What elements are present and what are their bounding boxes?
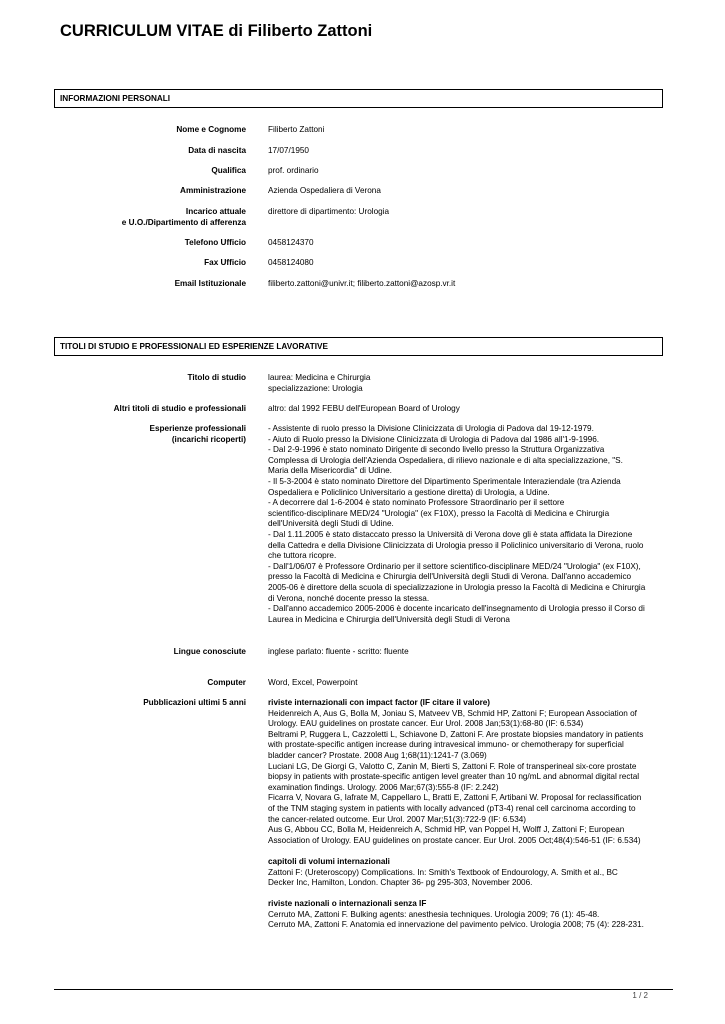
publications-heading-international-if: riviste internazionali con impact factor (IF citare il valore) bbox=[268, 698, 491, 707]
publications-list-chapters: Zattoni F: (Ureteroscopy) Complications. In: Smith's Textbook of Endourology, A. Smith et al., BC Decker Inc, Hamilton, London. Chapter 36- pg 295-303, November 2006. bbox=[268, 867, 618, 888]
field-value: inglese parlato: fluente - scritto: fluente bbox=[268, 647, 409, 656]
field-value: - Assistente di ruolo presso la Divisione Clinicizzata di Urologia di Padova dal 19-12-1979. - Aiuto di Ruolo presso la Divisione Clinicizzata di Urologia di Padova dal 1986 all'1-9-1996. - Dal 2-9-1996 è stato nominato Dirigente di secondo livello presso la Struttura Organizzativa Complessa di Urologia dell'Azienda Ospedaliera, di rilievo nazionale e di alta specializzazione, "S. Maria della Misericordia" di Udine. - Il 5-3-2004 è stato nominato Direttore del Dipartimento Sperimentale Interaziendale (tra Azienda Ospedaliera e Policlinico Universitario a gestione diretta) di Urologia, a Udine. - A decorrere dal 1-6-2004 è stato nominato Professore Straordinario per il settore scientifico-disciplinare MED/24 "Urologia" (ex F10X), presso la Facoltà di Medicina e Chirurgia dell'Università degli Studi di Udine. - Dal 1.11.2005 è stato distaccato presso la Università di Verona dove gli è stata affidata la Direzione della Cattedra e della Divisione Clinicizzata di Urologia presso il Policlinico universitario di Verona, ruolo che tuttora ricopre. - Dall'1/06/07 è Professore Ordinario per il settore scientifico-disciplinare MED/24 "Urologia" (ex F10X), presso la Facoltà di Medicina e Chirurgia dell'Università degli Studi di Verona. Dall'anno accademico 2005-06 è direttore della scuola di specializzazione in Urologia presso la Facoltà di Medicina e Chirurgia di Verona, nonché docente presso la stessa. - Dall'anno accademico 2005-2006 è docente incaricato dell'insegnamento di Urologia presso il Corso di Laurea in Medicina e Chirurgia dell'Università degli Studi di Verona bbox=[268, 424, 646, 624]
field-label: Titolo di studio bbox=[187, 373, 246, 382]
field-value: 0458124080 bbox=[268, 258, 314, 267]
section-heading-titles: TITOLI DI STUDIO E PROFESSIONALI ED ESPERIENZE LAVORATIVE bbox=[54, 337, 663, 356]
field-value: direttore di dipartimento: Urologia bbox=[268, 207, 390, 216]
publications-heading-chapters: capitoli di volumi internazionali bbox=[268, 856, 390, 866]
field-label: Telefono Ufficio bbox=[184, 238, 246, 247]
footer-divider bbox=[54, 989, 673, 990]
publications-list-no-if: Cerruto MA, Zattoni F. Bulking agents: anesthesia techniques. Urologia 2009; 76 (1): 45-48. Cerruto MA, Zattoni F. Anatomia ed innervazione del pavimento pelvico. Urologia 2008; 75 (4): 228-231. bbox=[268, 909, 644, 930]
field-label: Computer bbox=[207, 678, 246, 687]
publications-list-international-if: Heidenreich A, Aus G, Bolla M, Joniau S, Matveev VB, Schmid HP, Zattoni F; European Association of Urology. EAU guidelines on prostate cancer. Eur Urol. 2008 Jan;53(1):68-80 (IF: 6.534) Beltrami P, Ruggera L, Cazzoletti L, Schiavone D, Zattoni F. Are prostate biopsies mandatory in patients with prostate-specific antigen increase during intravesical immuno- or chemotherapy for superficial bladder cancer? Prostate. 2008 Aug 1;68(11):1241-7 (3.069) Luciani LG, De Giorgi G, Valotto C, Zanin M, Bierti S, Zattoni F. Role of transperineal six-core prostate biopsy in patients with prostate-specific antigen level greater than 10 ng/mL and abnormal digital rectal examination findings. Urology. 2006 Mar;67(3):555-8 (IF: 2.242) Ficarra V, Novara G, Iafrate M, Cappellaro L, Bratti E, Zattoni F, Artibani W. Proposal for reclassification of the TNM staging system in patients with locally advanced (pT3-4) renal cell carcinoma according to the cancer-related outcome. Eur Urol. 2007 Mar;51(3):722-9 (IF: 6.534) Aus G, Abbou CC, Bolla M, Heidenreich A, Schmid HP, van Poppel H, Wolff J, Zattoni F; European Association of Urology. EAU guidelines on prostate cancer. Eur Urol. 2005 Oct;48(4):546-51 (IF: 6.534) bbox=[268, 708, 644, 845]
field-value: 17/07/1950 bbox=[268, 146, 309, 155]
field-value: 0458124370 bbox=[268, 238, 314, 247]
field-label: Qualifica bbox=[211, 166, 246, 175]
field-label: Esperienze professionali (incarichi ricoperti) bbox=[149, 424, 246, 444]
field-label: Nome e Cognome bbox=[176, 125, 246, 134]
field-value: Word, Excel, Powerpoint bbox=[268, 678, 358, 687]
field-value: Filiberto Zattoni bbox=[268, 125, 325, 134]
section-heading-personal: INFORMAZIONI PERSONALI bbox=[54, 89, 663, 108]
page-number: 1 / 2 bbox=[632, 991, 648, 1000]
field-label: Amministrazione bbox=[180, 186, 246, 195]
field-label: Email Istituzionale bbox=[174, 279, 246, 288]
publications-block bbox=[268, 698, 663, 931]
field-label: Incarico attuale e U.O./Dipartimento di afferenza bbox=[121, 207, 246, 227]
field-label: Fax Ufficio bbox=[204, 258, 246, 267]
field-label: Altri titoli di studio e professionali bbox=[113, 404, 246, 413]
field-value: laurea: Medicina e Chirurgia specializzazione: Urologia bbox=[268, 373, 371, 393]
field-label: Data di nascita bbox=[188, 146, 246, 155]
field-value: filiberto.zattoni@univr.it; filiberto.zattoni@azosp.vr.it bbox=[268, 279, 456, 288]
field-value: Azienda Ospedaliera di Verona bbox=[268, 186, 381, 195]
publications-heading-no-if: riviste nazionali o internazionali senza IF bbox=[268, 899, 427, 909]
document-title: CURRICULUM VITAE di Filiberto Zattoni bbox=[60, 22, 373, 40]
field-value: altro: dal 1992 FEBU dell'European Board of Urology bbox=[268, 404, 460, 413]
field-label: Lingue conosciute bbox=[173, 647, 246, 656]
field-value: prof. ordinario bbox=[268, 166, 319, 175]
field-label: Pubblicazioni ultimi 5 anni bbox=[143, 698, 246, 707]
